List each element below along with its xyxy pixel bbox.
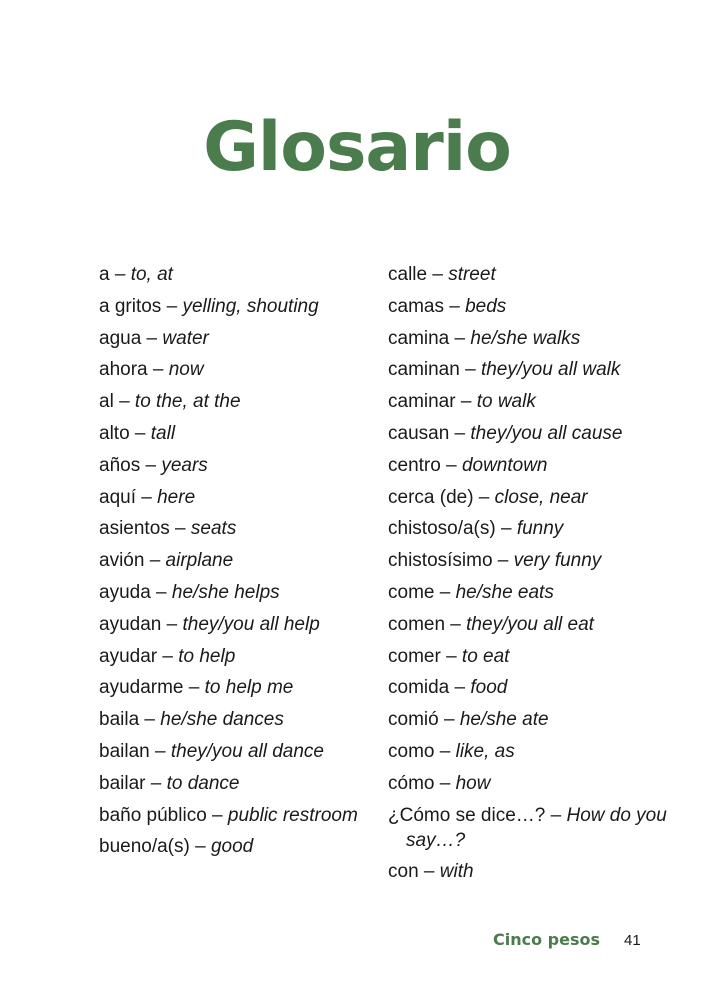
term-separator: – xyxy=(434,581,456,603)
glossary-entry xyxy=(99,485,379,510)
term-separator: – xyxy=(545,804,567,826)
term-separator: – xyxy=(113,391,135,413)
glossary-definition: tall xyxy=(150,422,176,444)
glossary-definition: with xyxy=(439,861,474,883)
glossary-entry xyxy=(388,516,688,541)
term-separator: – xyxy=(145,772,167,794)
glossary-definition: yelling, shouting xyxy=(182,295,319,317)
term-separator: – xyxy=(161,613,183,635)
glossary-entry xyxy=(388,453,688,478)
glossary-term: a xyxy=(99,264,110,285)
glossary-definition: to eat xyxy=(461,645,510,667)
glossary-definition: public restroom xyxy=(227,804,358,826)
term-separator: – xyxy=(141,327,163,349)
glossary-entry xyxy=(388,326,688,351)
term-separator: – xyxy=(150,581,172,603)
glossary-definition: to help xyxy=(178,645,236,667)
term-separator: – xyxy=(149,740,171,762)
glossary-column-right xyxy=(388,262,688,891)
glossary-entry xyxy=(99,803,379,828)
term-separator: – xyxy=(109,264,131,285)
glossary-definition: How do you say…? xyxy=(406,804,667,851)
glossary-term: ayudan xyxy=(99,613,162,635)
term-separator: – xyxy=(157,645,179,667)
glossary-definition: he/she helps xyxy=(171,581,280,603)
glossary-definition: they/you all dance xyxy=(170,740,325,762)
glossary-definition: they/you all eat xyxy=(466,613,594,635)
glossary-entry xyxy=(99,644,379,669)
glossary-term: como xyxy=(388,740,435,762)
glossary-term: baño público xyxy=(99,804,207,826)
glossary-definition: how xyxy=(455,772,491,794)
term-separator: – xyxy=(459,359,481,381)
term-separator: – xyxy=(495,518,517,540)
glossary-entry xyxy=(99,580,379,605)
page-number: 41 xyxy=(624,932,641,949)
glossary-term: alto xyxy=(99,422,130,444)
glossary-entry xyxy=(388,739,688,764)
glossary-entry xyxy=(388,389,688,414)
glossary-term: ayudar xyxy=(99,645,158,667)
glossary-entry xyxy=(388,707,688,732)
glossary-definition: to dance xyxy=(166,772,240,794)
glossary-term: asientos xyxy=(99,518,170,540)
glossary-entry xyxy=(99,453,379,478)
glossary-term: causan xyxy=(388,422,450,444)
term-separator: – xyxy=(135,486,158,508)
term-separator: – xyxy=(445,613,467,635)
term-separator: – xyxy=(427,264,449,285)
glossary-term: baila xyxy=(99,709,140,731)
glossary-term: al xyxy=(99,391,114,413)
glossary-definition: to, at xyxy=(130,264,173,285)
glossary-entry xyxy=(99,357,379,382)
glossary-definition: here xyxy=(157,486,196,508)
glossary-term: bueno/a(s) xyxy=(99,836,190,858)
glossary-term: a gritos xyxy=(99,295,162,317)
glossary-term: comen xyxy=(388,613,446,635)
glossary-entry xyxy=(388,357,688,382)
page-title: Glosario xyxy=(203,108,511,187)
glossary-definition: he/she ate xyxy=(459,709,549,731)
glossary-entry xyxy=(99,389,379,414)
glossary-term: centro xyxy=(388,454,441,476)
glossary-term: cerca (de) xyxy=(388,486,474,508)
glossary-entry xyxy=(99,262,379,287)
glossary-term: aquí xyxy=(99,486,136,508)
glossary-definition: now xyxy=(168,359,204,381)
glossary-entry xyxy=(99,421,379,446)
glossary-entry xyxy=(388,803,688,853)
term-separator: – xyxy=(140,454,162,476)
term-separator: – xyxy=(473,486,495,508)
glossary-entry xyxy=(388,612,688,637)
glossary-entry xyxy=(388,421,688,446)
glossary-term: chistosísimo xyxy=(388,550,493,572)
footer-book-title: Cinco pesos xyxy=(492,930,600,949)
glossary-definition: like, as xyxy=(455,740,515,762)
term-separator: – xyxy=(206,804,228,826)
glossary-term: avión xyxy=(99,550,145,572)
glossary-definition: airplane xyxy=(165,550,234,572)
term-separator: – xyxy=(440,454,462,476)
term-separator: – xyxy=(434,740,456,762)
glossary-term: bailan xyxy=(99,740,150,762)
glossary-term: ¿Cómo se dice…? xyxy=(388,804,546,826)
glossary-term: calle xyxy=(388,264,428,285)
term-separator: – xyxy=(189,836,211,858)
term-separator: – xyxy=(443,295,466,317)
term-separator: – xyxy=(438,709,460,731)
glossary-term: con xyxy=(388,861,419,883)
glossary-definition: good xyxy=(210,836,254,858)
glossary-entry xyxy=(388,294,688,319)
term-separator: – xyxy=(449,422,471,444)
term-separator: – xyxy=(139,709,161,731)
glossary-entry xyxy=(99,707,379,732)
glossary-term: ayudarme xyxy=(99,677,184,699)
glossary-entry xyxy=(99,771,379,796)
glossary-entry xyxy=(99,612,379,637)
glossary-definition: food xyxy=(470,677,508,699)
term-separator: – xyxy=(492,550,514,572)
term-separator: – xyxy=(449,327,471,349)
glossary-definition: street xyxy=(448,264,496,285)
glossary-entry xyxy=(99,675,379,700)
glossary-entry xyxy=(388,675,688,700)
term-separator: – xyxy=(169,518,191,540)
glossary-term: come xyxy=(388,581,435,603)
glossary-term: caminar xyxy=(388,391,456,413)
glossary-entry xyxy=(388,548,688,573)
glossary-entry xyxy=(388,771,688,796)
glossary-entry xyxy=(388,485,688,510)
glossary-term: comida xyxy=(388,677,450,699)
term-separator: – xyxy=(147,359,169,381)
term-separator: – xyxy=(418,861,440,883)
glossary-definition: to walk xyxy=(476,391,536,413)
glossary-definition: he/she eats xyxy=(455,581,554,603)
glossary-definition: they/you all help xyxy=(182,613,320,635)
glossary-term: años xyxy=(99,454,141,476)
term-separator: – xyxy=(144,550,166,572)
glossary-definition: seats xyxy=(190,518,237,540)
term-separator: – xyxy=(161,295,183,317)
glossary-term: bailar xyxy=(99,772,146,794)
glossary-term: comer xyxy=(388,645,441,667)
glossary-term: camas xyxy=(388,295,444,317)
glossary-entry xyxy=(388,644,688,669)
glossary-term: cómo xyxy=(388,772,435,794)
glossary-entry xyxy=(99,739,379,764)
glossary-definition: close, near xyxy=(494,486,588,508)
glossary-definition: he/she walks xyxy=(470,327,581,349)
glossary-term: comió xyxy=(388,709,439,731)
glossary-entry xyxy=(388,580,688,605)
glossary-definition: to help me xyxy=(204,677,294,699)
glossary-definition: funny xyxy=(516,518,564,540)
glossary-entry xyxy=(99,516,379,541)
glossary-definition: he/she dances xyxy=(160,709,284,731)
glossary-definition: downtown xyxy=(461,454,548,476)
term-separator: – xyxy=(455,391,477,413)
glossary-term: ahora xyxy=(99,359,148,381)
glossary-definition: years xyxy=(161,454,208,476)
glossary-column-left xyxy=(99,262,379,866)
glossary-entry xyxy=(388,859,688,884)
term-separator: – xyxy=(434,772,456,794)
glossary-definition: water xyxy=(162,327,209,349)
glossary-entry xyxy=(99,326,379,351)
glossary-definition: beds xyxy=(465,295,507,317)
glossary-entry xyxy=(99,834,379,859)
glossary-term: caminan xyxy=(388,359,460,381)
glossary-definition: they/you all cause xyxy=(470,422,623,444)
glossary-entry xyxy=(99,294,379,319)
glossary-entry xyxy=(388,262,688,287)
glossary-term: agua xyxy=(99,327,142,349)
glossary-term: ayuda xyxy=(99,581,151,603)
glossary-definition: they/you all walk xyxy=(480,359,621,381)
term-separator: – xyxy=(129,422,151,444)
term-separator: – xyxy=(183,677,205,699)
glossary-term: camina xyxy=(388,327,450,349)
glossary-definition: very funny xyxy=(513,550,602,572)
term-separator: – xyxy=(440,645,462,667)
term-separator: – xyxy=(449,677,471,699)
glossary-term: chistoso/a(s) xyxy=(388,518,496,540)
glossary-definition: to the, at the xyxy=(134,391,241,413)
glossary-entry xyxy=(99,548,379,573)
